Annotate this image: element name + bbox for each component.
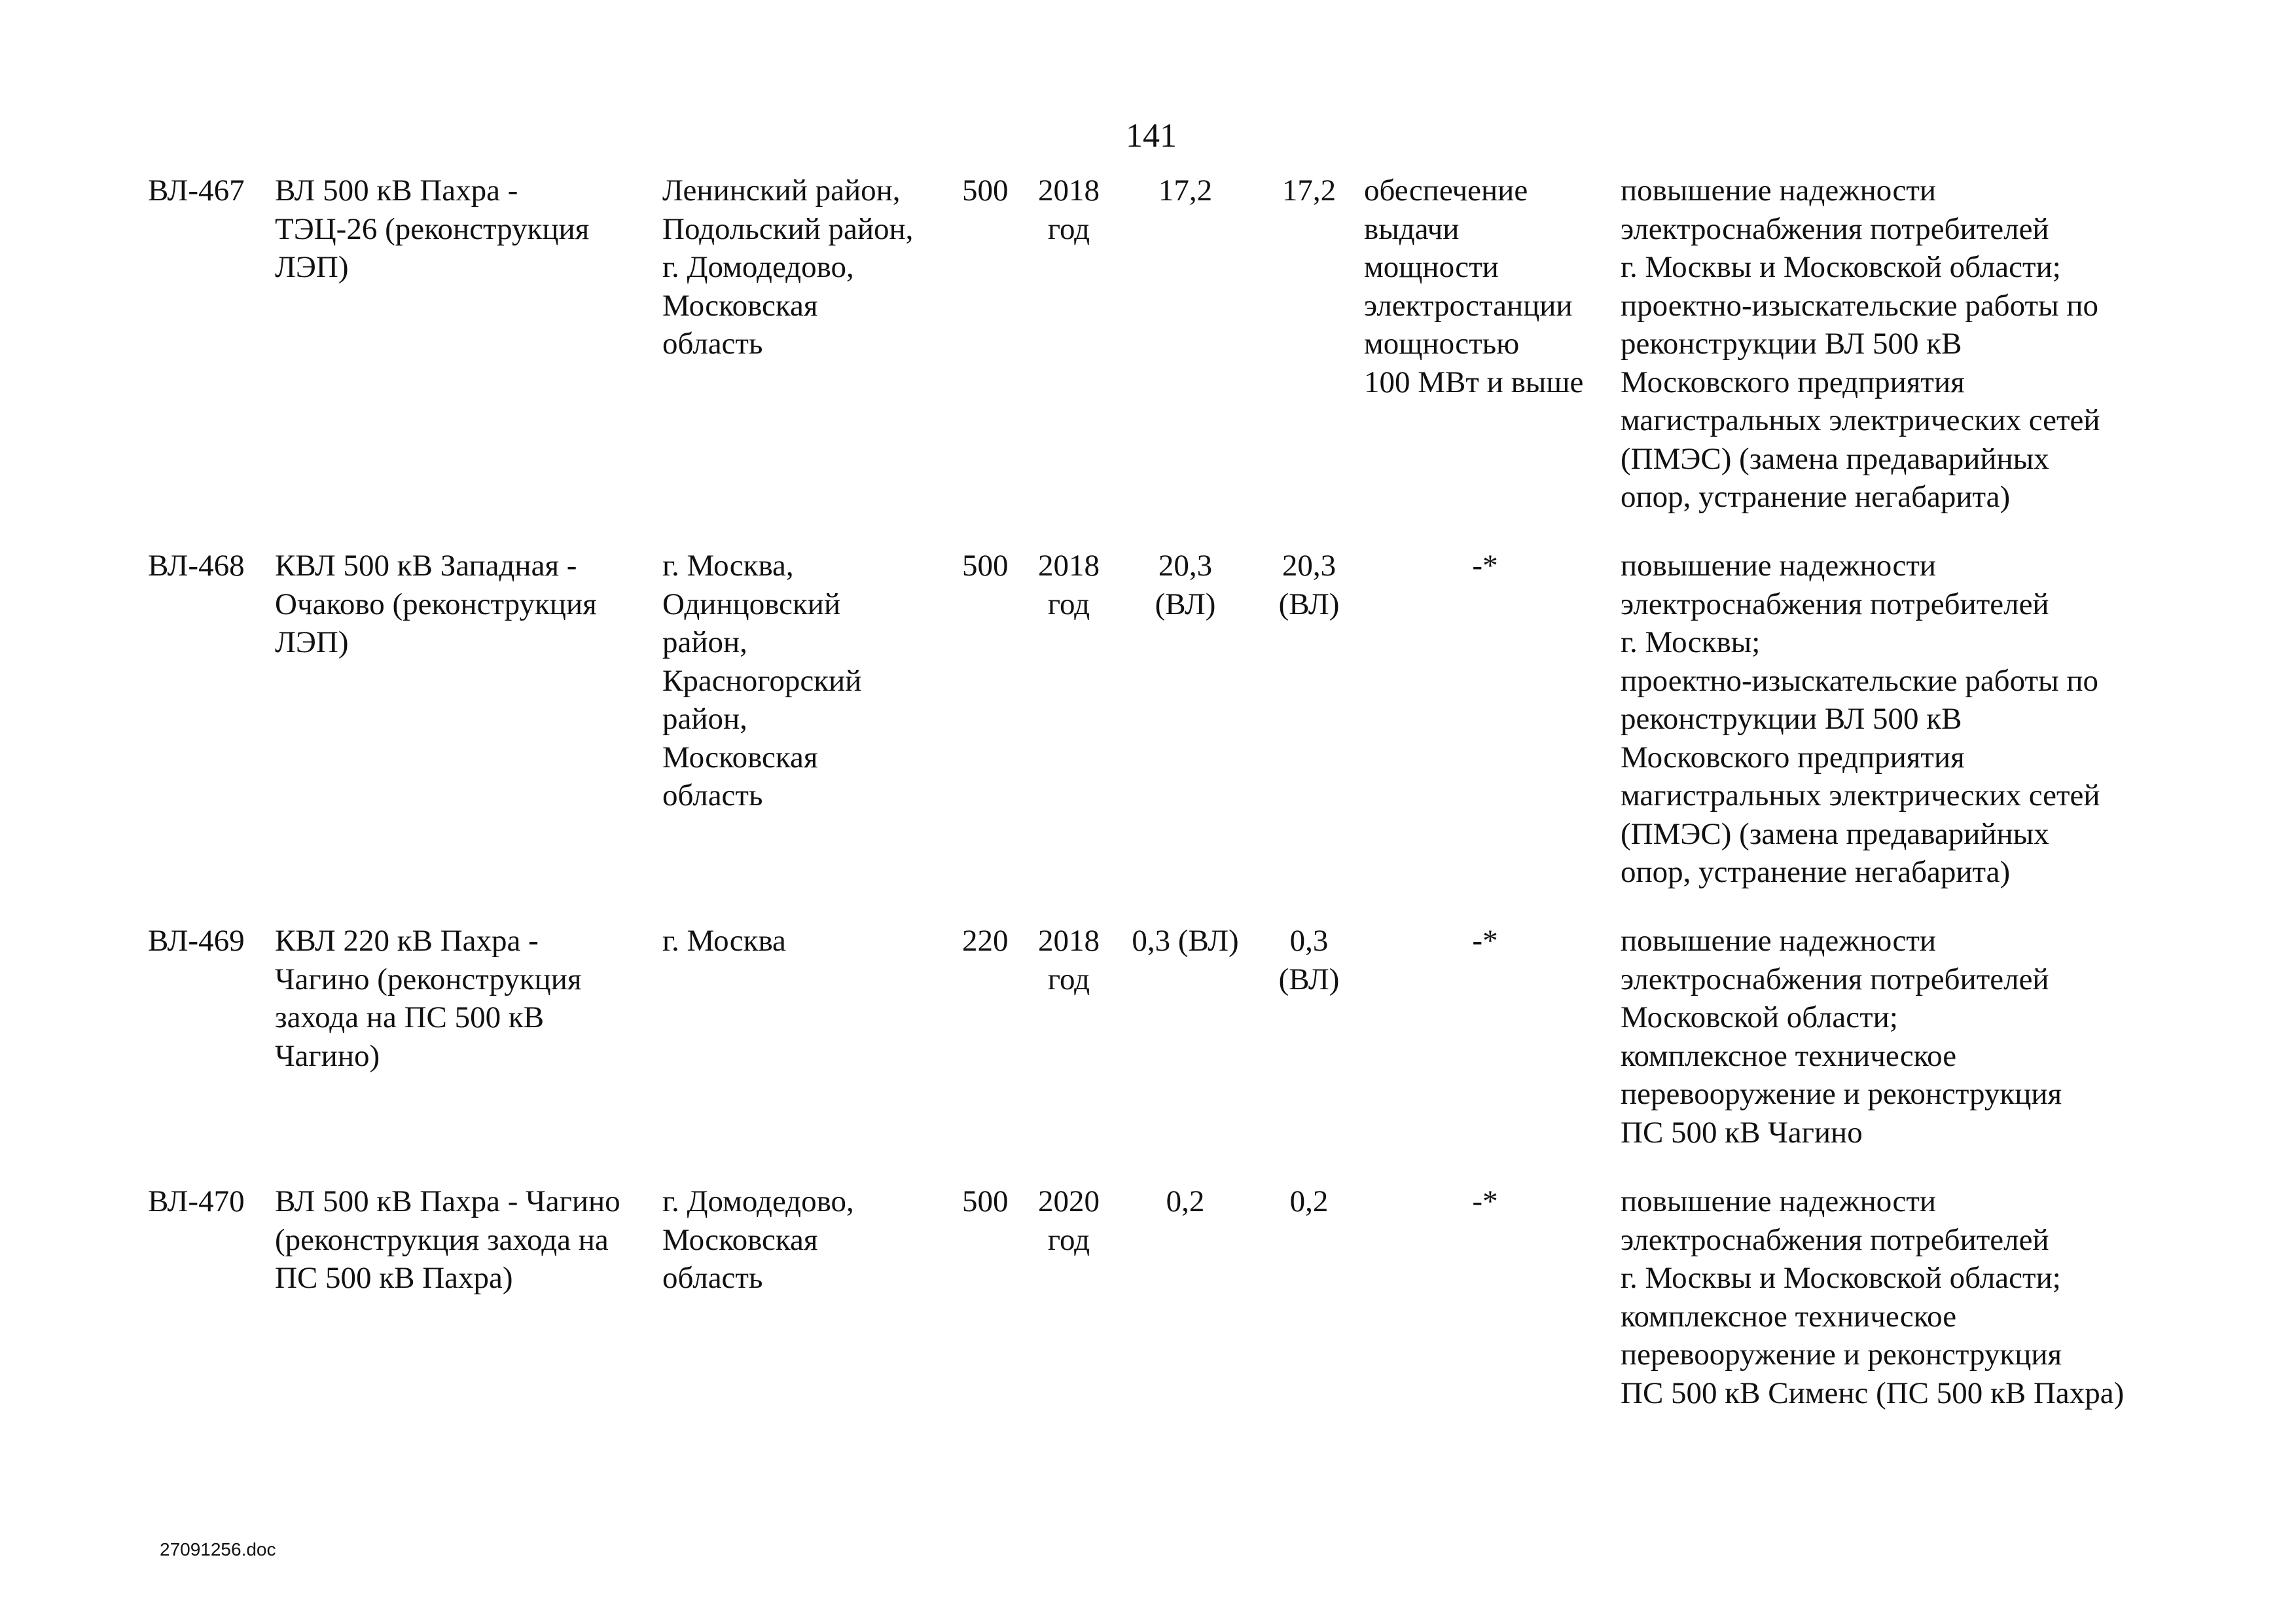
footer-filename: 27091256.doc — [160, 1539, 276, 1559]
row-name: КВЛ 500 кВ Западная - Очаково (реконструкция ЛЭП) — [275, 549, 597, 659]
row-code: ВЛ-468 — [148, 549, 245, 583]
row-location: г. Москва, Одинцовский район, Красногорский район, Московская область — [662, 549, 862, 812]
row-location: Ленинский район, Подольский район, г. Домодедово, Московская область — [662, 173, 914, 361]
page-number: 141 — [1126, 117, 1177, 155]
row-name: КВЛ 220 кВ Пахра - Чагино (реконструкция захода на ПС 500 кВ Чагино) — [275, 924, 582, 1073]
row-location: г. Москва — [662, 924, 786, 958]
row-year: 2018 год — [1038, 173, 1100, 246]
row-length-2: 17,2 — [1282, 173, 1336, 208]
row-year: 2020 год — [1038, 1184, 1100, 1257]
row-voltage: 500 — [962, 1184, 1009, 1218]
row-purpose: -* — [1472, 924, 1498, 958]
row-voltage: 500 — [962, 549, 1009, 583]
row-code: ВЛ-470 — [148, 1184, 245, 1218]
row-length-1: 20,3 (ВЛ) — [1155, 549, 1216, 621]
row-note: повышение надежности электроснабжения потребителей г. Москвы; проектно-изыскательские работы по реконструкции ВЛ 500 кВ Московского предприятия магистральных электрических сетей (ПМЭС) (замена предаварийных опор, устранение негабарита) — [1621, 549, 2100, 889]
row-voltage: 220 — [962, 924, 1009, 958]
row-purpose: -* — [1472, 549, 1498, 583]
row-purpose: обеспечение выдачи мощности электростанции мощностью 100 МВт и выше — [1364, 173, 1584, 399]
row-note: повышение надежности электроснабжения потребителей Московской области; комплексное техническое перевооружение и реконструкция ПС 500 кВ Чагино — [1621, 924, 2062, 1150]
row-year: 2018 год — [1038, 924, 1100, 996]
row-length-2: 0,2 — [1289, 1184, 1329, 1218]
row-location: г. Домодедово, Московская область — [662, 1184, 854, 1295]
row-length-2: 20,3 (ВЛ) — [1278, 549, 1340, 621]
row-length-1: 0,3 (ВЛ) — [1132, 924, 1239, 958]
row-name: ВЛ 500 кВ Пахра - Чагино (реконструкция захода на ПС 500 кВ Пахра) — [275, 1184, 620, 1295]
row-length-1: 17,2 — [1158, 173, 1213, 208]
row-name: ВЛ 500 кВ Пахра - ТЭЦ-26 (реконструкция ЛЭП) — [275, 173, 590, 284]
row-note: повышение надежности электроснабжения потребителей г. Москвы и Московской области; проектно-изыскательские работы по реконструкции ВЛ 500 кВ Московского предприятия магистральных электрических сетей (ПМЭС) (замена предаварийных опор, устранение негабарита) — [1621, 173, 2100, 514]
row-length-2: 0,3 (ВЛ) — [1278, 924, 1340, 996]
row-purpose: -* — [1472, 1184, 1498, 1218]
row-length-1: 0,2 — [1166, 1184, 1205, 1218]
row-code: ВЛ-469 — [148, 924, 245, 958]
row-code: ВЛ-467 — [148, 173, 245, 208]
row-year: 2018 год — [1038, 549, 1100, 621]
row-note: повышение надежности электроснабжения потребителей г. Москвы и Московской области; комплексное техническое перевооружение и реконструкция ПС 500 кВ Сименс (ПС 500 кВ Пахра) — [1621, 1184, 2125, 1410]
row-voltage: 500 — [962, 173, 1009, 208]
